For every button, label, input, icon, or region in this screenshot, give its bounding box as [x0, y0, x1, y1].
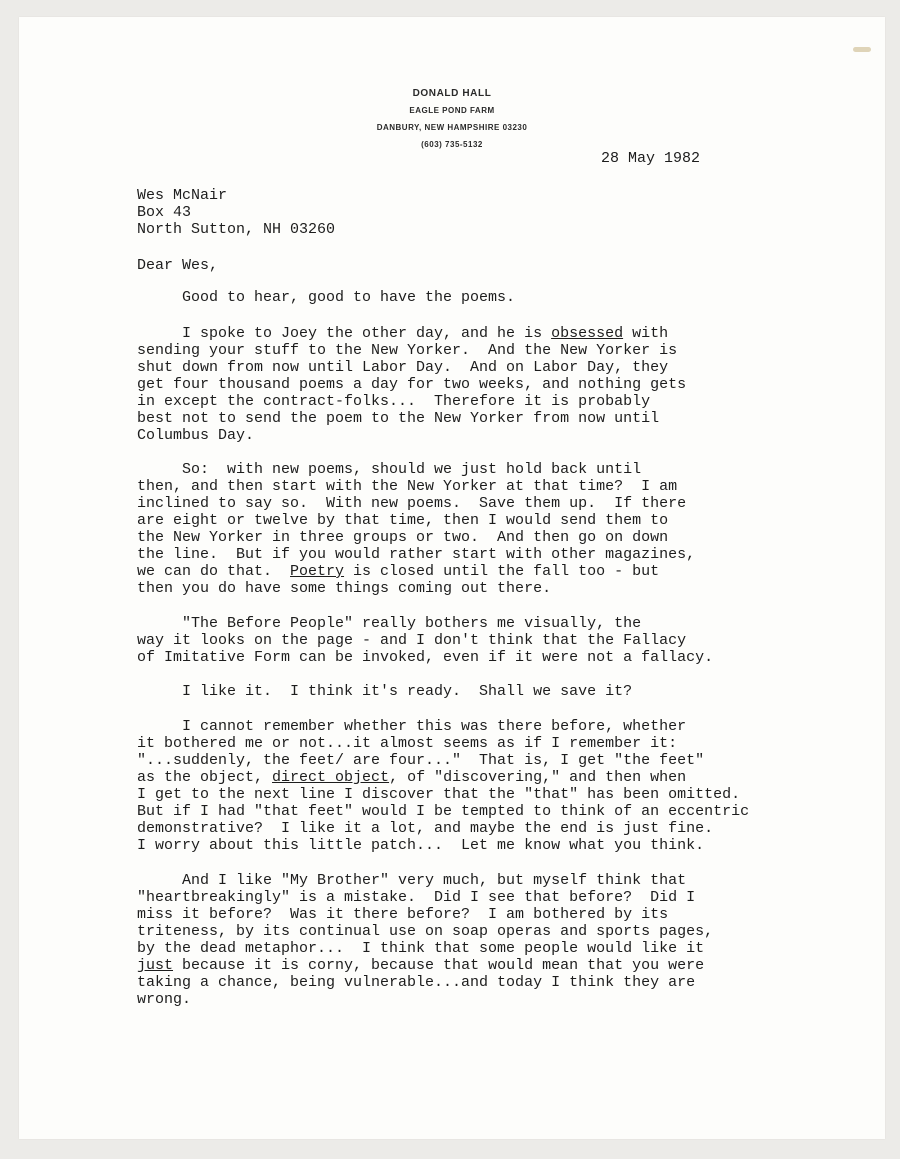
paragraph-line: in except the contract-folks... Therefore it is probably: [137, 393, 651, 410]
text-run: , of "discovering," and then when: [389, 769, 687, 786]
paragraph-line: are eight or twelve by that time, then I would send them to: [137, 512, 669, 529]
paragraph-line: best not to send the poem to the New Yorker from now until: [137, 410, 660, 427]
paragraph-line: sending your stuff to the New Yorker. And the New Yorker is: [137, 342, 678, 359]
underlined-word: obsessed: [551, 325, 624, 342]
paragraph-line: Columbus Day.: [137, 427, 255, 444]
letterhead: [19, 85, 885, 153]
paragraph-line: it bothered me or not...it almost seems as if I remember it:: [137, 735, 678, 752]
paragraph-line: [137, 769, 749, 786]
paragraph-line: And I like "My Brother" very much, but myself think that: [137, 872, 687, 889]
paragraph-line: get four thousand poems a day for two weeks, and nothing gets: [137, 376, 687, 393]
text-run: we can do that.: [137, 563, 291, 580]
letterhead-address: DANBURY, NEW HAMPSHIRE 03230: [376, 123, 528, 132]
paragraph-line: "The Before People" really bothers me visually, the: [137, 615, 642, 632]
paragraph-line: [137, 325, 686, 342]
text-run: is closed until the fall too - but: [344, 563, 660, 580]
paragraph-line: I get to the next line I discover that the "that" has been omitted.: [137, 786, 741, 803]
paper-stain: [853, 47, 871, 52]
paragraph-line: then you do have some things coming out there.: [137, 580, 552, 597]
recipient-address: [137, 187, 335, 238]
paragraph-line: then, and then start with the New Yorker at that time? I am: [137, 478, 678, 495]
text-run: I spoke to Joey the other day, and he is: [137, 325, 552, 342]
paragraph-line: But if I had "that feet" would I be tempted to think of an eccentric: [137, 803, 750, 820]
paragraph-5: [137, 683, 632, 700]
recipient-name: Wes McNair: [137, 187, 228, 204]
paragraph-line: Good to hear, good to have the poems.: [137, 289, 516, 306]
paragraph-line: miss it before? Was it there before? I am bothered by its: [137, 906, 669, 923]
paragraph-line: [137, 957, 713, 974]
text-run: as the object,: [137, 769, 273, 786]
recipient-city: North Sutton, NH 03260: [137, 221, 336, 238]
paragraph-line: "...suddenly, the feet/ are four..." That is, I get "the feet": [137, 752, 705, 769]
paragraph-line: I worry about this little patch... Let me know what you think.: [137, 837, 705, 854]
paragraph-line: way it looks on the page - and I don't think that the Fallacy: [137, 632, 687, 649]
paragraph-line: wrong.: [137, 991, 192, 1008]
paragraph-line: I like it. I think it's ready. Shall we save it?: [137, 683, 633, 700]
underlined-word: Poetry: [290, 563, 345, 580]
letterhead-farm: EAGLE POND FARM: [409, 106, 495, 115]
paragraph-line: shut down from now until Labor Day. And on Labor Day, they: [137, 359, 669, 376]
paragraph-line: I cannot remember whether this was there before, whether: [137, 718, 687, 735]
paragraph-line: the New Yorker in three groups or two. And then go on down: [137, 529, 669, 546]
paragraph-line: inclined to say so. With new poems. Save them up. If there: [137, 495, 687, 512]
letter-date: 28 May 1982: [601, 150, 701, 167]
paragraph-line: "heartbreakingly" is a mistake. Did I see that before? Did I: [137, 889, 696, 906]
paragraph-line: the line. But if you would rather start with other magazines,: [137, 546, 696, 563]
paragraph-line: by the dead metaphor... I think that some people would like it: [137, 940, 705, 957]
underlined-phrase: direct object: [272, 769, 390, 786]
paragraph-line: of Imitative Form can be invoked, even if it were not a fallacy.: [137, 649, 714, 666]
paragraph-1: [137, 289, 515, 306]
recipient-box: Box 43: [137, 204, 192, 221]
paragraph-2: [137, 325, 686, 444]
paragraph-3: [137, 461, 695, 597]
underlined-word: just: [137, 957, 174, 974]
paragraph-line: taking a chance, being vulnerable...and today I think they are: [137, 974, 696, 991]
paragraph-line: triteness, by its continual use on soap operas and sports pages,: [137, 923, 714, 940]
letterhead-name: DONALD HALL: [412, 88, 492, 99]
paragraph-line: [137, 563, 695, 580]
paragraph-7: [137, 872, 713, 1008]
letterhead-phone: (603) 735-5132: [421, 140, 483, 149]
text-run: with: [623, 325, 669, 342]
paragraph-line: demonstrative? I like it a lot, and maybe the end is just fine.: [137, 820, 714, 837]
letter-page: [19, 17, 885, 1139]
paragraph-6: [137, 718, 749, 854]
salutation: Dear Wes,: [137, 257, 219, 274]
paragraph-4: [137, 615, 713, 666]
paragraph-line: So: with new poems, should we just hold back until: [137, 461, 642, 478]
text-run: because it is corny, because that would mean that you were: [173, 957, 705, 974]
